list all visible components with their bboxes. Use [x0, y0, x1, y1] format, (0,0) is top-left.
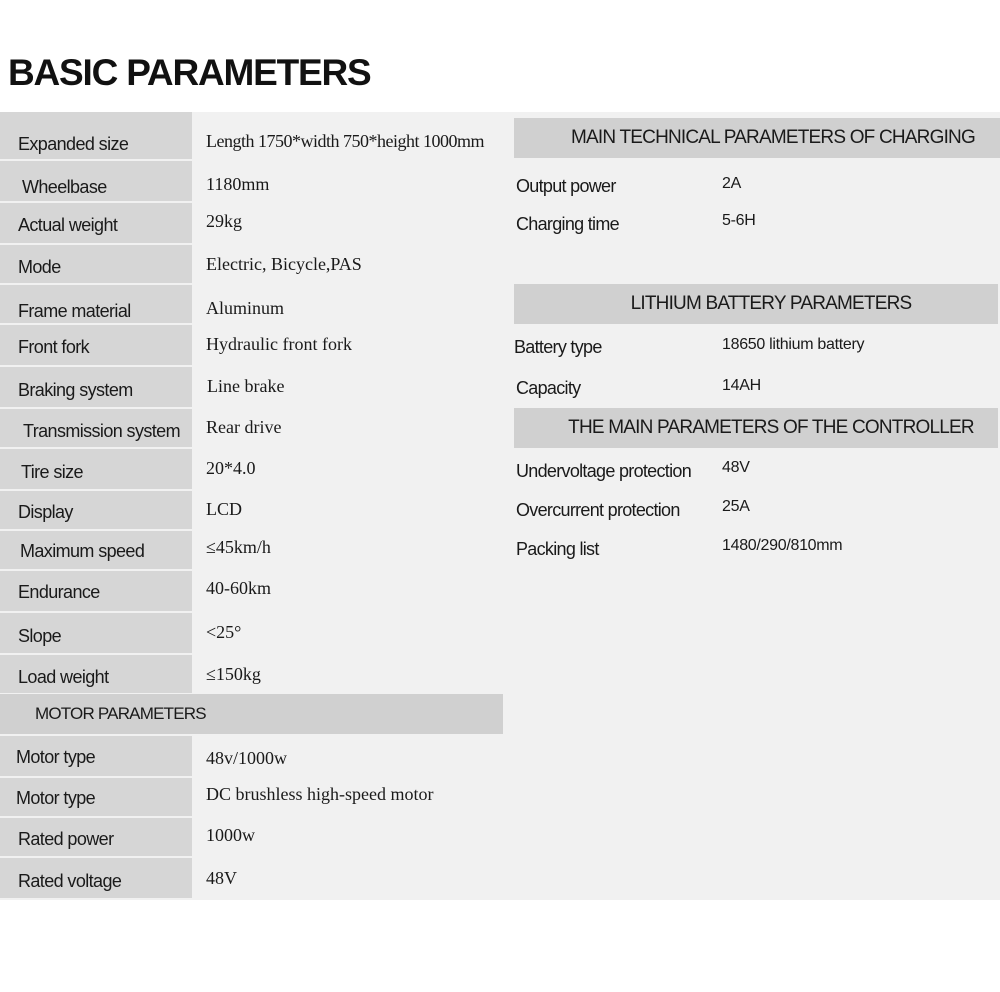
- table-row: [0, 818, 503, 856]
- charging-parameters-heading: MAIN TECHNICAL PARAMETERS OF CHARGING: [514, 118, 1000, 158]
- row-label: Actual weight: [0, 203, 192, 243]
- row-label: Slope: [0, 613, 192, 653]
- table-row: [0, 571, 503, 611]
- table-row: [0, 655, 503, 693]
- table-row: [0, 613, 503, 653]
- row-label: Front fork: [0, 325, 192, 365]
- row-label: Motor type: [0, 736, 192, 776]
- table-row: [0, 778, 503, 816]
- motor-parameters-heading: MOTOR PARAMETERS: [0, 694, 503, 734]
- row-label: Wheelbase: [0, 161, 192, 201]
- table-row: [0, 161, 503, 201]
- table-row: [0, 245, 503, 283]
- table-row: [0, 203, 503, 243]
- charging-output-power-label: Output power: [516, 176, 616, 196]
- charging-time-value: 5-6H: [722, 212, 756, 229]
- undervoltage-value: 48V: [722, 459, 750, 476]
- page-title: BASIC PARAMETERS: [8, 52, 371, 93]
- spec-sheet: [0, 112, 1000, 900]
- row-value: DC brushless high-speed motor: [193, 778, 503, 816]
- table-row: [0, 491, 503, 529]
- controller-parameters-heading: THE MAIN PARAMETERS OF THE CONTROLLER: [514, 408, 998, 448]
- row-label: Transmission system: [0, 409, 192, 447]
- row-value: Length 1750*width 750*height 1000mm: [193, 112, 503, 159]
- row-label: Endurance: [0, 571, 192, 611]
- battery-type-value: 18650 lithium battery: [722, 336, 865, 353]
- row-value: <25°: [193, 613, 503, 653]
- row-label: Rated power: [0, 818, 192, 856]
- table-row: [0, 409, 503, 447]
- row-label: Frame material: [0, 285, 192, 323]
- battery-capacity-label: Capacity: [516, 378, 581, 398]
- row-value: 48v/1000w: [193, 736, 503, 776]
- table-row: [0, 449, 503, 489]
- row-label: Braking system: [0, 367, 192, 407]
- undervoltage-label: Undervoltage protection: [516, 461, 692, 481]
- overcurrent-label: Overcurrent protection: [516, 500, 680, 520]
- row-value: Electric, Bicycle,PAS: [193, 245, 503, 283]
- row-value: LCD: [193, 491, 503, 529]
- row-value: Aluminum: [193, 285, 503, 323]
- row-value: 48V: [193, 858, 503, 898]
- row-label: Expanded size: [0, 112, 192, 159]
- row-value: Hydraulic front fork: [193, 325, 503, 365]
- charging-time-label: Charging time: [516, 214, 619, 234]
- row-value: Line brake: [193, 367, 503, 407]
- packing-list-value: 1480/290/810mm: [722, 537, 843, 554]
- row-value: 1180mm: [193, 161, 503, 201]
- battery-type-label: Battery type: [514, 337, 602, 357]
- table-row: [0, 858, 503, 898]
- row-value: 1000w: [193, 818, 503, 856]
- charging-output-power-value: 2A: [722, 175, 741, 192]
- battery-capacity-value: 14AH: [722, 377, 761, 394]
- table-row: [0, 285, 503, 323]
- row-label: Mode: [0, 245, 192, 283]
- row-label: Maximum speed: [0, 531, 192, 569]
- row-value: Rear drive: [193, 409, 503, 447]
- row-label: Motor type: [0, 778, 192, 816]
- packing-list-label: Packing list: [516, 539, 599, 559]
- row-label: Rated voltage: [0, 858, 192, 898]
- table-row: [0, 531, 503, 569]
- row-label: Display: [0, 491, 192, 529]
- row-value: 20*4.0: [193, 449, 503, 489]
- battery-parameters-heading: LITHIUM BATTERY PARAMETERS: [514, 284, 998, 324]
- row-label: Load weight: [0, 655, 192, 693]
- row-value: ≤45km/h: [193, 531, 503, 569]
- row-label: Tire size: [0, 449, 192, 489]
- table-row: [0, 367, 503, 407]
- row-value: ≤150kg: [193, 655, 503, 693]
- table-row: [0, 736, 503, 776]
- row-value: 29kg: [193, 203, 503, 243]
- overcurrent-value: 25A: [722, 498, 750, 515]
- row-value: 40-60km: [193, 571, 503, 611]
- table-row: [0, 112, 503, 159]
- table-row: [0, 325, 503, 365]
